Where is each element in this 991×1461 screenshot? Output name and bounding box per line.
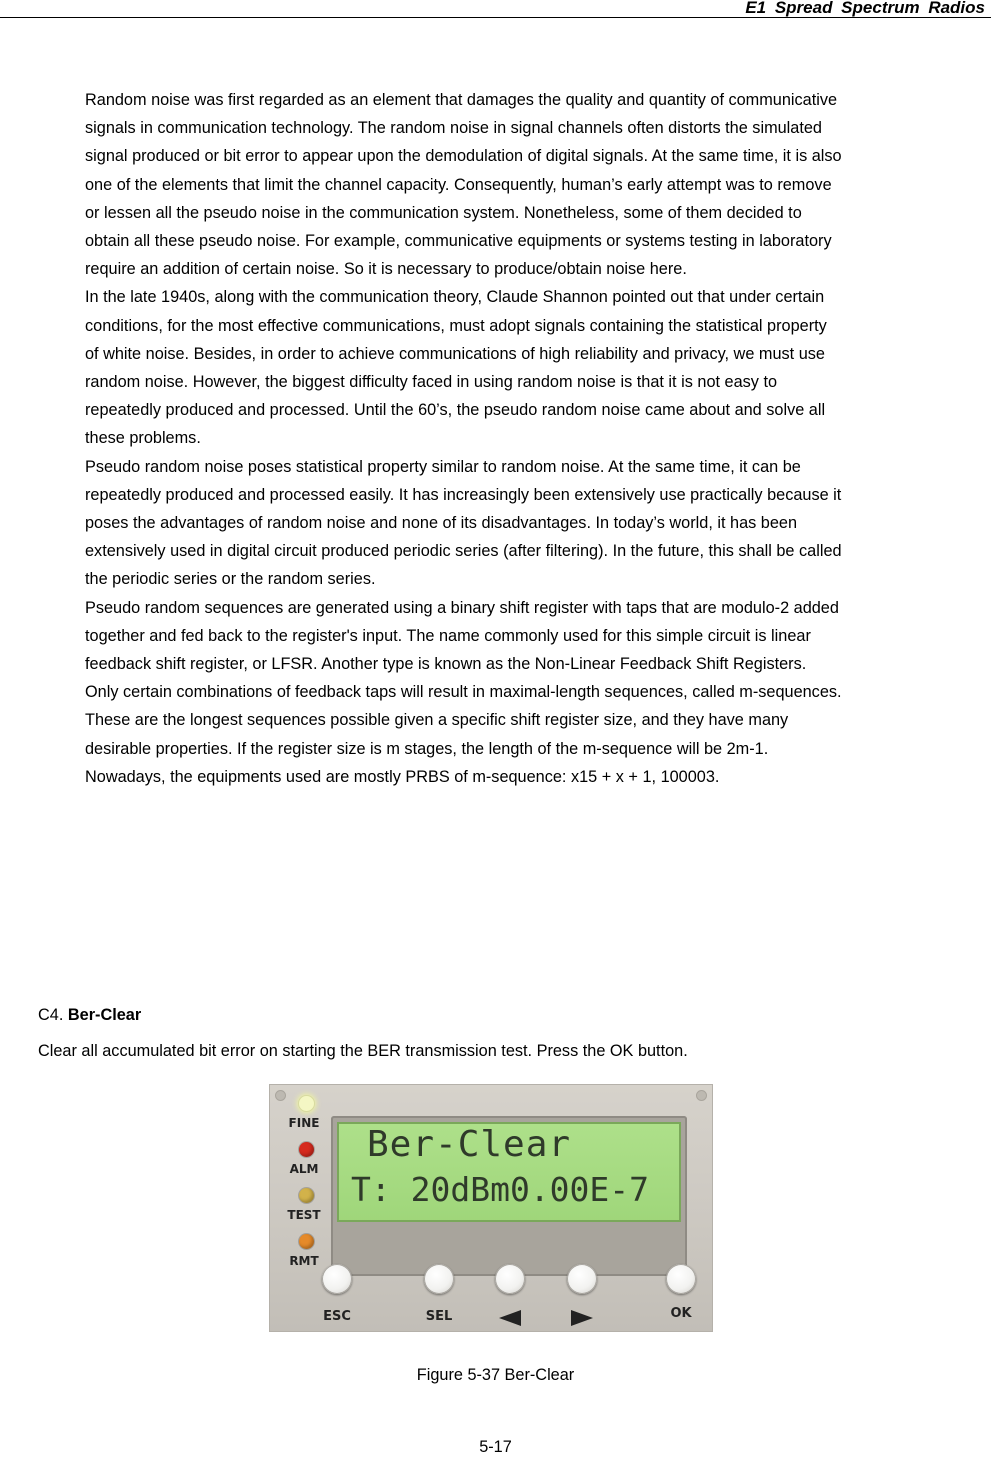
body-line: extensively used in digital circuit produced periodic series (after filtering). In the future, this shall be called (85, 542, 842, 561)
body-line: repeatedly produced and processed. Until the 60’s, the pseudo random noise came about and solve all (85, 401, 826, 420)
ok-button[interactable] (666, 1264, 696, 1294)
body-line: desirable properties. If the register size is m stages, the length of the m-sequence will be 2m-1. (85, 739, 769, 758)
led-label: TEST (287, 1208, 321, 1222)
body-line: of white noise. Besides, in order to achieve communications of high reliability and privacy, we must use (85, 344, 825, 363)
led-label: FINE (288, 1116, 320, 1130)
body-line: Nowadays, the equipments used are mostly PRBS of m-sequence: x15 + x + 1, 100003. (85, 767, 720, 786)
body-line: Pseudo random sequences are generated using a binary shift register with taps that are modulo-2 added (85, 598, 839, 617)
esc-button[interactable] (322, 1264, 352, 1294)
body-line: together and fed back to the register's input. The name commonly used for this simple circuit is linear (85, 626, 811, 645)
rmt-led-icon (299, 1234, 314, 1249)
fine-led-icon (299, 1096, 314, 1111)
sel-button[interactable] (424, 1264, 454, 1294)
led-label: RMT (289, 1254, 319, 1268)
screw-icon (696, 1090, 707, 1101)
figure-caption: Figure 5-37 Ber-Clear (416, 1366, 575, 1384)
body-line: Pseudo random noise poses statistical property similar to random noise. At the same time, it can be (85, 457, 801, 476)
body-line: repeatedly produced and processed easily. It has increasingly been extensively use practically because it (85, 485, 842, 504)
body-line: signal produced or bit error to appear upon the demodulation of digital signals. At the same time, it is also (85, 147, 842, 166)
header-rule (0, 17, 991, 18)
body-line: the periodic series or the random series. (85, 570, 376, 589)
body-line: In the late 1940s, along with the communication theory, Claude Shannon pointed out that under certain (85, 288, 825, 307)
body-line: one of the elements that limit the channel capacity. Consequently, human’s early attempt was to remove (85, 175, 832, 194)
section-description: Clear all accumulated bit error on starting the BER transmission test. Press the OK button. (38, 1042, 688, 1060)
body-text (85, 86, 991, 791)
esc-label: ESC (323, 1309, 351, 1324)
lcd-bezel (331, 1116, 687, 1276)
left-arrow-icon (499, 1310, 521, 1326)
led-label: ALM (289, 1162, 319, 1176)
body-line: these problems. (85, 429, 201, 448)
body-line: signals in communication technology. The random noise in signal channels often distorts the simulated (85, 119, 822, 138)
section-number: C4. (38, 1006, 64, 1024)
test-led-icon (299, 1188, 314, 1203)
alm-led-icon (299, 1142, 314, 1157)
right-arrow-icon (571, 1310, 593, 1326)
section-title: Ber-Clear (67, 1006, 142, 1024)
lcd-line-1: Ber-Clear (367, 1124, 572, 1165)
left-button[interactable] (495, 1264, 525, 1294)
body-line: Only certain combinations of feedback taps will result in maximal-length sequences, called m-sequences. (85, 683, 842, 702)
body-line: obtain all these pseudo noise. For example, communicative equipments or systems testing in laboratory (85, 232, 832, 251)
body-line: require an addition of certain noise. So it is necessary to produce/obtain noise here. (85, 260, 687, 279)
section-heading (38, 1004, 141, 1026)
body-line: These are the longest sequences possible given a specific shift register size, and they have many (85, 711, 789, 730)
lcd-line-2: T: 20dBm0.00E-7 (351, 1170, 650, 1209)
running-header: E1 Spread Spectrum Radios (745, 0, 985, 17)
screw-icon (275, 1090, 286, 1101)
page-number: 5-17 (479, 1438, 512, 1456)
lcd-screen (337, 1122, 681, 1222)
right-button[interactable] (567, 1264, 597, 1294)
body-line: conditions, for the most effective communications, must adopt signals containing the statistical property (85, 316, 827, 335)
sel-label: SEL (425, 1309, 453, 1324)
device-front-panel (269, 1084, 713, 1332)
body-line: Random noise was first regarded as an element that damages the quality and quantity of communicative (85, 91, 838, 109)
body-line: random noise. However, the biggest difficulty faced in using random noise is that it is not easy to (85, 373, 778, 392)
body-line: or lessen all the pseudo noise in the communication system. Nonetheless, some of them decided to (85, 203, 802, 222)
body-line: poses the advantages of random noise and none of its disadvantages. In today’s world, it has been (85, 514, 798, 533)
ok-label: OK (670, 1306, 692, 1321)
body-line: feedback shift register, or LFSR. Another type is known as the Non-Linear Feedback Shift Registers. (85, 655, 807, 674)
